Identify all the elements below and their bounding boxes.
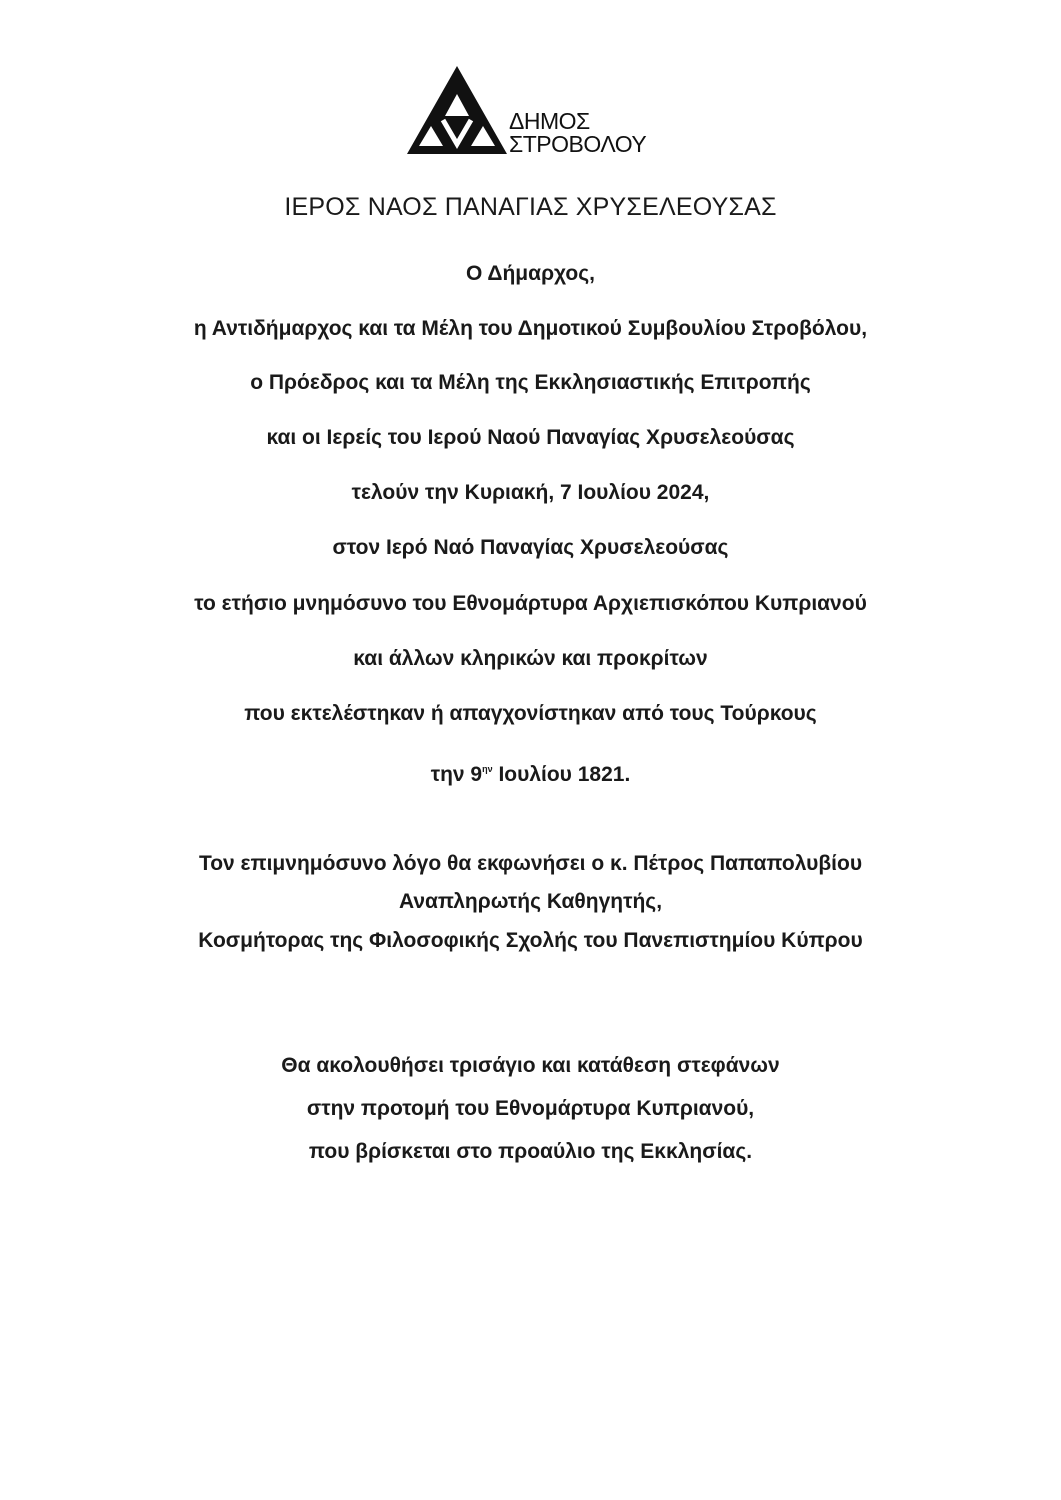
triangle-logo-icon xyxy=(405,64,509,159)
invitation-line: που εκτελέστηκαν ή απαγχονίστηκαν από τους Τούρκους xyxy=(244,702,817,725)
invitation-line: τελούν την Κυριακή, 7 Ιουλίου 2024, xyxy=(351,481,710,504)
speaker-line: Τον επιμνημόσυνο λόγο θα εκφωνήσει ο κ. Πέτρος Παπαπολυβίου xyxy=(198,852,863,875)
speaker-line: Κοσμήτορας της Φιλοσοφικής Σχολής του Πανεπιστημίου Κύπρου xyxy=(198,929,863,952)
church-title: ΙΕΡΟΣ ΝΑΟΣ ΠΑΝΑΓΙΑΣ ΧΡΥΣΕΛΕΟΥΣΑΣ xyxy=(284,193,777,221)
closing-line: που βρίσκεται στο προαύλιο της Εκκλησίας. xyxy=(308,1140,753,1163)
closing-line: στην προτομή του Εθνομάρτυρα Κυπριανού, xyxy=(306,1097,755,1120)
invitation-line: ο Πρόεδρος και τα Μέλη της Εκκλησιαστικής Επιτροπής xyxy=(250,371,811,394)
logo-text-line2: ΣΤΡΟΒΟΛΟΥ xyxy=(509,131,647,157)
logo-text-line1: ΔΗΜΟΣ xyxy=(509,108,590,134)
municipality-logo xyxy=(405,64,655,159)
date-ordinal-suffix: ην xyxy=(482,764,493,774)
date-line xyxy=(0,757,1061,787)
speaker-line: Αναπληρωτής Καθηγητής, xyxy=(398,890,663,913)
invitation-line: στον Ιερό Ναό Παναγίας Χρυσελεούσας xyxy=(332,536,729,559)
invitation-line: και άλλων κληρικών και προκρίτων xyxy=(353,647,708,670)
invitation-line: το ετήσιο μνημόσυνο του Εθνομάρτυρα Αρχιεπισκόπου Κυπριανού xyxy=(194,592,867,615)
invitation-line: η Αντιδήμαρχος και τα Μέλη του Δημοτικού Συμβουλίου Στροβόλου, xyxy=(193,317,868,340)
date-prefix: την 9 xyxy=(430,763,483,786)
invitation-line: και οι Ιερείς του Ιερού Ναού Παναγίας Χρυσελεούσας xyxy=(266,426,795,449)
date-rest: Ιουλίου 1821. xyxy=(492,763,631,786)
closing-line: Θα ακολουθήσει τρισάγιο και κατάθεση στεφάνων xyxy=(281,1054,780,1077)
invitation-line: Ο Δήμαρχος, xyxy=(466,262,595,285)
